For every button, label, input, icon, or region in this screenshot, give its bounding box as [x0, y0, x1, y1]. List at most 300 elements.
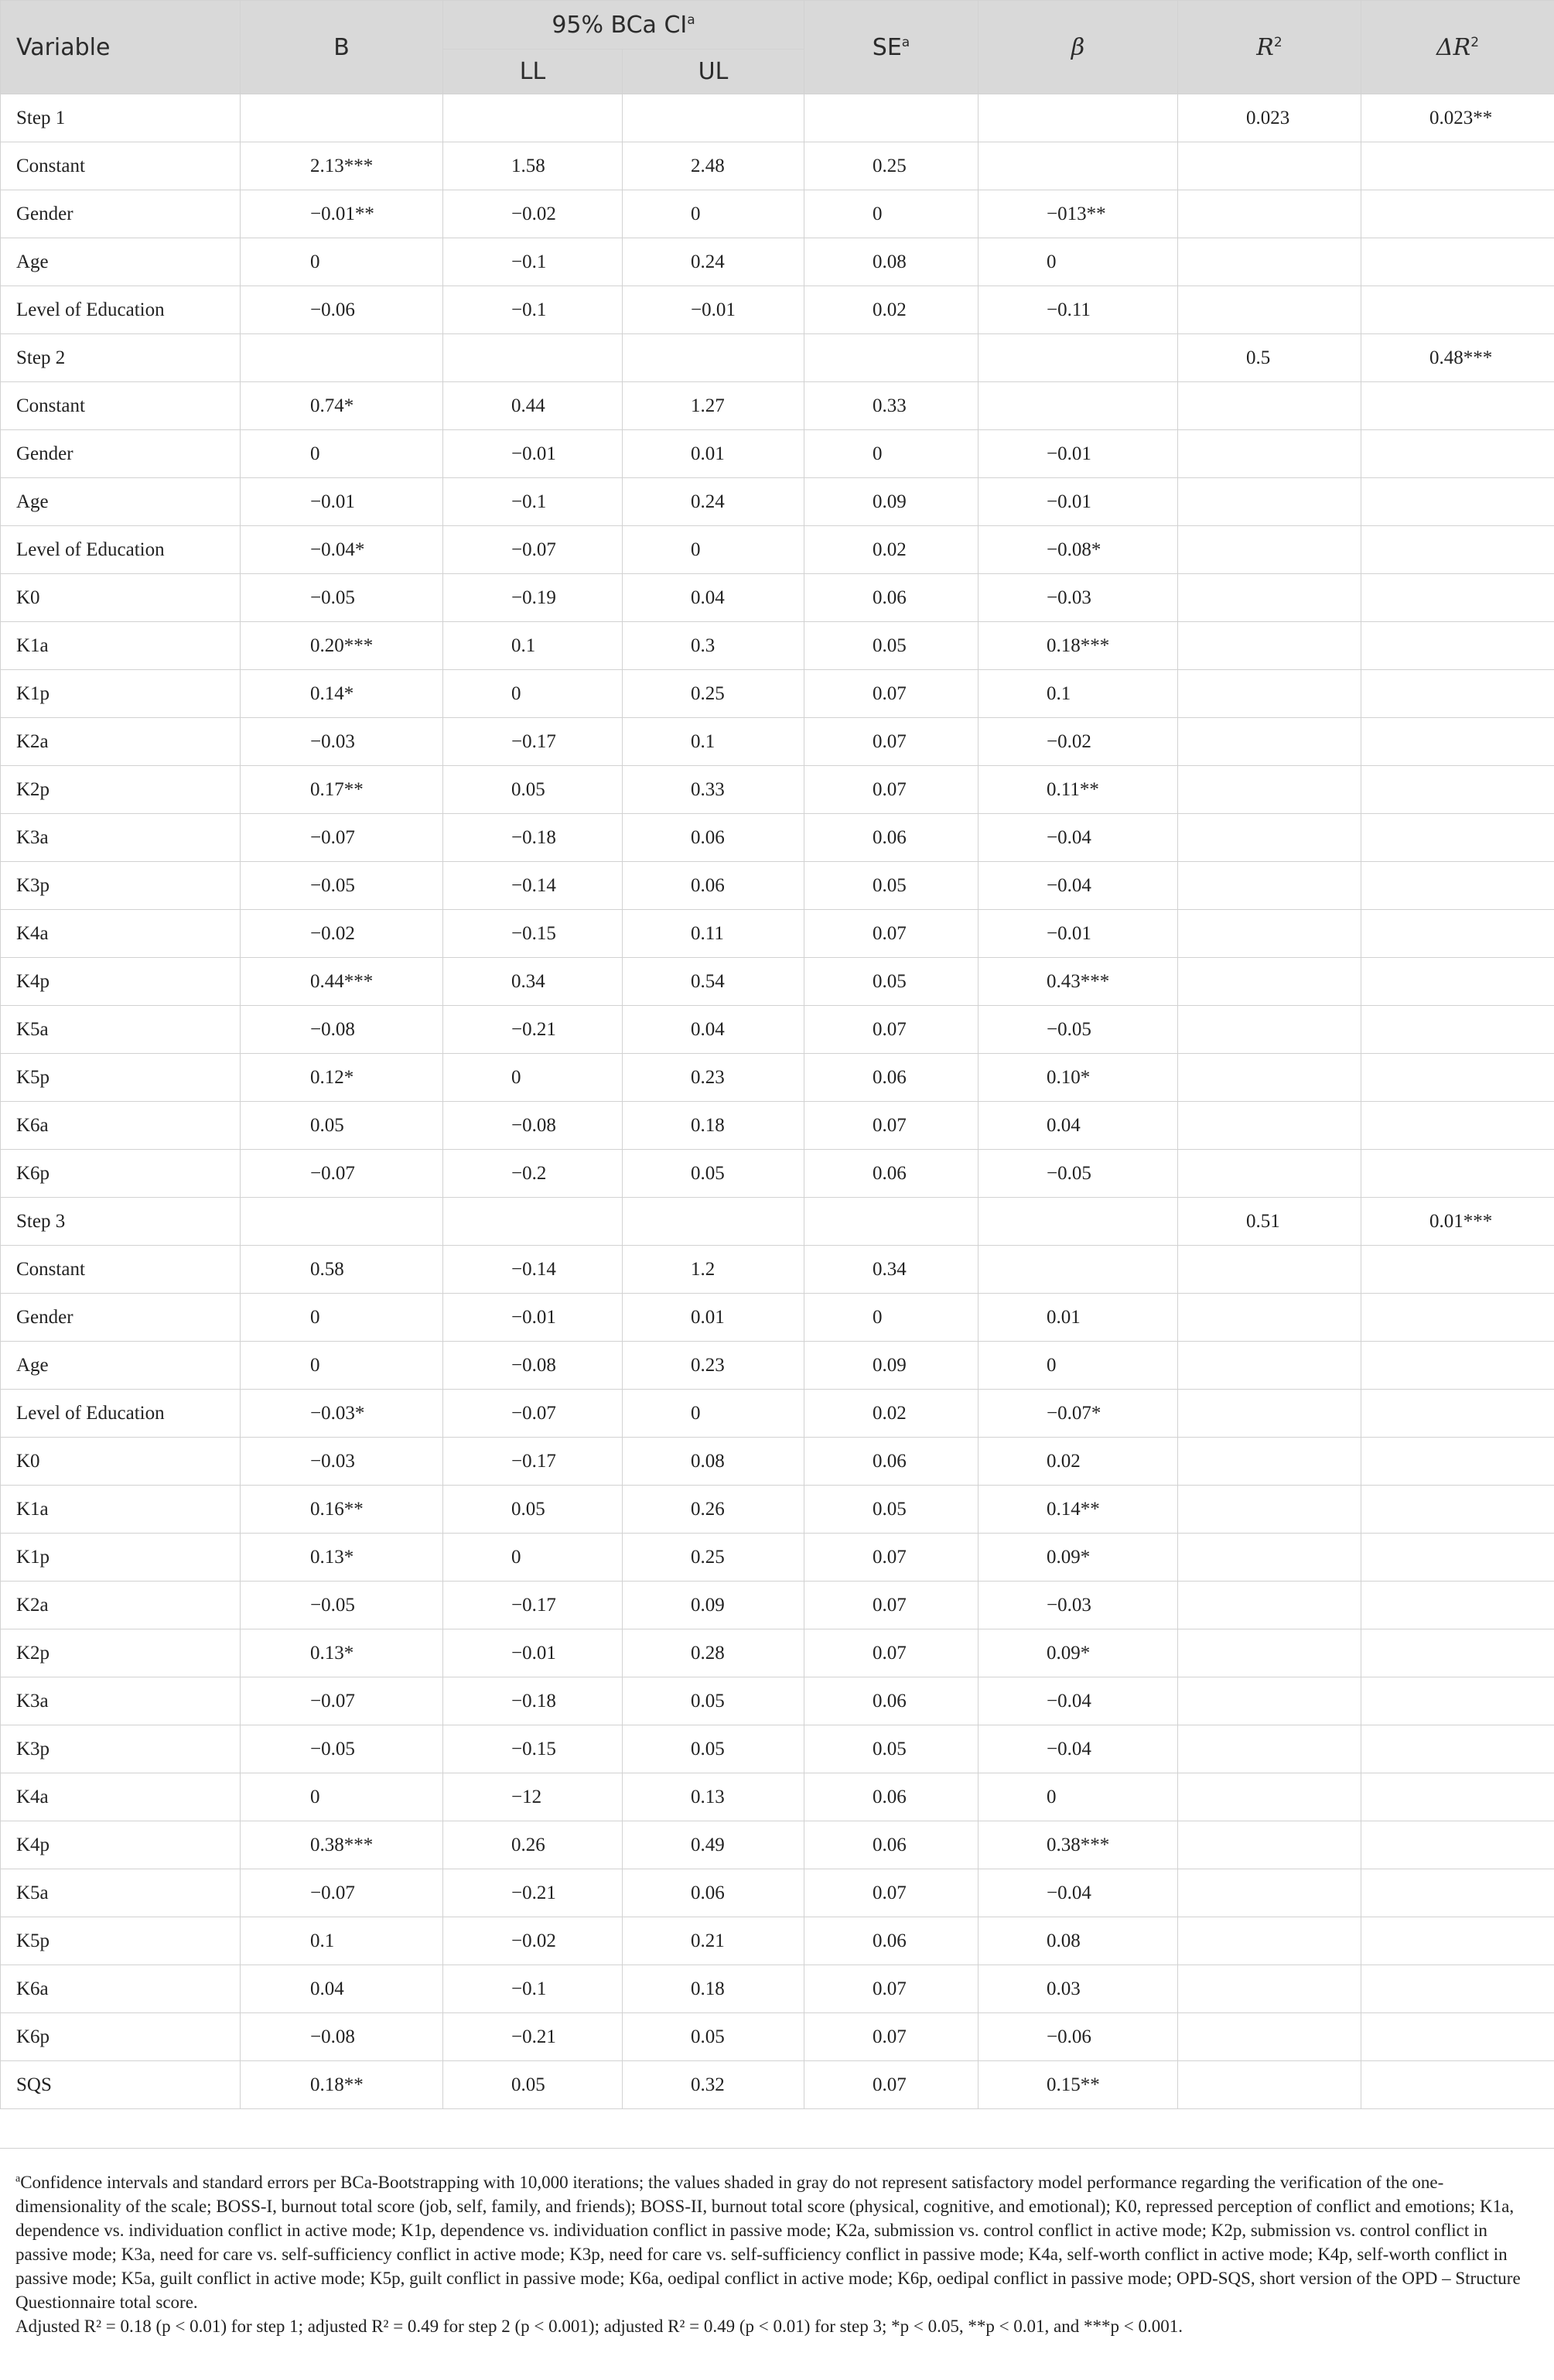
- cell-ll: −0.1: [443, 286, 623, 334]
- cell-variable: Age: [1, 238, 241, 286]
- cell-ul: [623, 94, 804, 142]
- cell-b: −0.03: [241, 1438, 443, 1486]
- cell-se: 0.07: [804, 1869, 979, 1917]
- cell-delta-r2: [1361, 1390, 1554, 1438]
- table-row: [1, 142, 1554, 190]
- cell-se: 0.07: [804, 2061, 979, 2109]
- cell-se: 0.25: [804, 142, 979, 190]
- table-row: [1, 1629, 1554, 1677]
- cell-ul: 0: [623, 1390, 804, 1438]
- cell-b: 0.58: [241, 1246, 443, 1294]
- cell-r2: [1178, 958, 1361, 1006]
- cell-beta: [979, 1198, 1178, 1246]
- cell-variable: Level of Education: [1, 286, 241, 334]
- cell-b: [241, 94, 443, 142]
- cell-r2: [1178, 2061, 1361, 2109]
- cell-delta-r2: [1361, 670, 1554, 718]
- table-row: [1, 334, 1554, 382]
- cell-b: −0.01: [241, 478, 443, 526]
- header-ul: [623, 50, 804, 94]
- cell-b: 0.05: [241, 1102, 443, 1150]
- table-row: [1, 910, 1554, 958]
- cell-r2: 0.023: [1178, 94, 1361, 142]
- table-row: [1, 1677, 1554, 1725]
- cell-ll: 0.1: [443, 622, 623, 670]
- cell-ll: 0.34: [443, 958, 623, 1006]
- header-b: [241, 1, 443, 94]
- cell-ll: −0.02: [443, 1917, 623, 1965]
- cell-se: 0.05: [804, 862, 979, 910]
- table-row: [1, 1198, 1554, 1246]
- cell-variable: Constant: [1, 1246, 241, 1294]
- cell-se: 0.02: [804, 526, 979, 574]
- cell-b: −0.05: [241, 574, 443, 622]
- cell-delta-r2: 0.023**: [1361, 94, 1554, 142]
- header-ll-label: LL: [519, 58, 546, 85]
- cell-ll: 0.44: [443, 382, 623, 430]
- cell-ul: 0.1: [623, 718, 804, 766]
- cell-variable: Gender: [1, 190, 241, 238]
- cell-variable: Age: [1, 1342, 241, 1390]
- cell-se: 0.07: [804, 1534, 979, 1582]
- cell-variable: K4a: [1, 910, 241, 958]
- table-row: [1, 862, 1554, 910]
- cell-delta-r2: [1361, 2061, 1554, 2109]
- cell-r2: [1178, 478, 1361, 526]
- cell-b: [241, 334, 443, 382]
- cell-ll: −0.01: [443, 1294, 623, 1342]
- cell-ul: 0.08: [623, 1438, 804, 1486]
- cell-b: 0.1: [241, 1917, 443, 1965]
- cell-delta-r2: [1361, 862, 1554, 910]
- cell-se: 0.07: [804, 670, 979, 718]
- cell-se: 0.05: [804, 1725, 979, 1773]
- cell-variable: Step 3: [1, 1198, 241, 1246]
- cell-r2: [1178, 1006, 1361, 1054]
- cell-beta: −0.04: [979, 1677, 1178, 1725]
- cell-se: 0.07: [804, 1006, 979, 1054]
- table-row: [1, 1342, 1554, 1390]
- cell-r2: [1178, 1438, 1361, 1486]
- cell-ul: 0.05: [623, 2013, 804, 2061]
- cell-ul: 1.27: [623, 382, 804, 430]
- cell-delta-r2: [1361, 142, 1554, 190]
- table-row: [1, 238, 1554, 286]
- cell-b: 0.74*: [241, 382, 443, 430]
- cell-variable: K0: [1, 1438, 241, 1486]
- cell-variable: K3a: [1, 1677, 241, 1725]
- cell-beta: 0.02: [979, 1438, 1178, 1486]
- header-ul-label: UL: [698, 58, 729, 85]
- cell-beta: −013**: [979, 190, 1178, 238]
- cell-delta-r2: [1361, 1725, 1554, 1773]
- cell-variable: K5a: [1, 1869, 241, 1917]
- cell-beta: −0.01: [979, 430, 1178, 478]
- cell-b: 0: [241, 1342, 443, 1390]
- header-beta: [979, 1, 1178, 94]
- cell-delta-r2: [1361, 1965, 1554, 2013]
- cell-beta: −0.11: [979, 286, 1178, 334]
- cell-b: 0.12*: [241, 1054, 443, 1102]
- cell-b: 0: [241, 1773, 443, 1821]
- cell-delta-r2: [1361, 1534, 1554, 1582]
- header-delta-r2-superscript: 2: [1470, 34, 1480, 50]
- cell-ul: 0.04: [623, 1006, 804, 1054]
- cell-r2: [1178, 1486, 1361, 1534]
- cell-b: −0.08: [241, 1006, 443, 1054]
- cell-ll: −0.08: [443, 1102, 623, 1150]
- cell-delta-r2: [1361, 1773, 1554, 1821]
- cell-ul: 0.33: [623, 766, 804, 814]
- table-row: [1, 1150, 1554, 1198]
- cell-ll: −0.18: [443, 814, 623, 862]
- cell-b: −0.03*: [241, 1390, 443, 1438]
- cell-se: 0: [804, 1294, 979, 1342]
- cell-se: 0.06: [804, 1773, 979, 1821]
- cell-ll: −0.19: [443, 574, 623, 622]
- cell-variable: K2p: [1, 1629, 241, 1677]
- table-row: [1, 574, 1554, 622]
- cell-se: 0.05: [804, 622, 979, 670]
- cell-se: 0.07: [804, 1582, 979, 1629]
- cell-ll: 0: [443, 1534, 623, 1582]
- cell-se: 0.06: [804, 1150, 979, 1198]
- cell-variable: K1p: [1, 670, 241, 718]
- cell-ul: 0.23: [623, 1054, 804, 1102]
- header-ll: [443, 50, 623, 94]
- cell-r2: [1178, 430, 1361, 478]
- cell-variable: K2a: [1, 1582, 241, 1629]
- cell-se: 0.06: [804, 574, 979, 622]
- cell-delta-r2: [1361, 622, 1554, 670]
- table-row: [1, 1582, 1554, 1629]
- cell-beta: −0.08*: [979, 526, 1178, 574]
- cell-b: −0.08: [241, 2013, 443, 2061]
- cell-delta-r2: [1361, 1054, 1554, 1102]
- cell-se: 0.06: [804, 1677, 979, 1725]
- cell-se: 0.06: [804, 1917, 979, 1965]
- table-row: [1, 1438, 1554, 1486]
- cell-delta-r2: [1361, 1006, 1554, 1054]
- cell-variable: K4p: [1, 1821, 241, 1869]
- cell-b: −0.05: [241, 1582, 443, 1629]
- cell-se: 0.02: [804, 286, 979, 334]
- cell-ul: 0.25: [623, 1534, 804, 1582]
- header-variable-label: Variable: [16, 33, 111, 61]
- cell-b: −0.05: [241, 862, 443, 910]
- cell-ll: −0.2: [443, 1150, 623, 1198]
- table-row: [1, 670, 1554, 718]
- cell-ul: 0.49: [623, 1821, 804, 1869]
- table-row: [1, 1006, 1554, 1054]
- cell-beta: 0.43***: [979, 958, 1178, 1006]
- table-row: [1, 2013, 1554, 2061]
- cell-r2: [1178, 1725, 1361, 1773]
- cell-ul: 0.13: [623, 1773, 804, 1821]
- cell-b: 0: [241, 430, 443, 478]
- cell-r2: [1178, 910, 1361, 958]
- footnote-abbreviations: [15, 2170, 1532, 2314]
- table-row: [1, 958, 1554, 1006]
- cell-r2: [1178, 526, 1361, 574]
- cell-ul: [623, 1198, 804, 1246]
- cell-variable: K3p: [1, 1725, 241, 1773]
- cell-b: 0.04: [241, 1965, 443, 2013]
- cell-delta-r2: [1361, 1677, 1554, 1725]
- cell-beta: −0.07*: [979, 1390, 1178, 1438]
- cell-ul: −0.01: [623, 286, 804, 334]
- cell-se: 0.06: [804, 1438, 979, 1486]
- cell-delta-r2: [1361, 1438, 1554, 1486]
- table-row: [1, 1773, 1554, 1821]
- cell-r2: [1178, 142, 1361, 190]
- cell-b: 0.20***: [241, 622, 443, 670]
- cell-ul: [623, 334, 804, 382]
- cell-r2: [1178, 1773, 1361, 1821]
- table-row: [1, 430, 1554, 478]
- cell-ll: −0.15: [443, 910, 623, 958]
- cell-ll: −0.18: [443, 1677, 623, 1725]
- cell-r2: [1178, 670, 1361, 718]
- cell-delta-r2: [1361, 718, 1554, 766]
- cell-beta: 0.01: [979, 1294, 1178, 1342]
- cell-b: −0.05: [241, 1725, 443, 1773]
- header-ci-label: 95% BCa CI: [552, 11, 688, 39]
- cell-ll: −0.14: [443, 1246, 623, 1294]
- table-row: [1, 622, 1554, 670]
- cell-beta: −0.04: [979, 1869, 1178, 1917]
- table-row: [1, 1102, 1554, 1150]
- cell-b: −0.04*: [241, 526, 443, 574]
- cell-variable: Constant: [1, 142, 241, 190]
- cell-r2: [1178, 1342, 1361, 1390]
- table-row: [1, 718, 1554, 766]
- cell-delta-r2: [1361, 1294, 1554, 1342]
- cell-ul: 0.28: [623, 1629, 804, 1677]
- cell-variable: K2a: [1, 718, 241, 766]
- footnote-mark: a: [15, 2173, 21, 2185]
- cell-variable: K2p: [1, 766, 241, 814]
- header-delta-r2: [1361, 1, 1554, 94]
- cell-beta: 0: [979, 238, 1178, 286]
- cell-ll: 0.05: [443, 766, 623, 814]
- cell-b: −0.07: [241, 1150, 443, 1198]
- cell-ll: −0.07: [443, 526, 623, 574]
- cell-beta: 0.11**: [979, 766, 1178, 814]
- cell-ul: 0.05: [623, 1150, 804, 1198]
- cell-ul: 0.21: [623, 1917, 804, 1965]
- cell-ll: 0.05: [443, 2061, 623, 2109]
- cell-b: [241, 1198, 443, 1246]
- cell-se: 0: [804, 430, 979, 478]
- cell-ul: 0.09: [623, 1582, 804, 1629]
- cell-delta-r2: [1361, 1917, 1554, 1965]
- cell-r2: [1178, 1677, 1361, 1725]
- cell-delta-r2: [1361, 814, 1554, 862]
- cell-ll: −0.01: [443, 1629, 623, 1677]
- table-row: [1, 1965, 1554, 2013]
- cell-ul: 0.26: [623, 1486, 804, 1534]
- cell-delta-r2: [1361, 478, 1554, 526]
- cell-delta-r2: [1361, 1246, 1554, 1294]
- cell-beta: −0.02: [979, 718, 1178, 766]
- cell-delta-r2: [1361, 1342, 1554, 1390]
- cell-delta-r2: [1361, 238, 1554, 286]
- cell-r2: [1178, 1917, 1361, 1965]
- cell-beta: 0.14**: [979, 1486, 1178, 1534]
- cell-ll: −0.08: [443, 1342, 623, 1390]
- table-header: [1, 1, 1554, 94]
- cell-ll: 0: [443, 1054, 623, 1102]
- cell-r2: [1178, 1054, 1361, 1102]
- cell-beta: 0.1: [979, 670, 1178, 718]
- cell-se: [804, 1198, 979, 1246]
- cell-r2: [1178, 238, 1361, 286]
- cell-variable: K6p: [1, 1150, 241, 1198]
- cell-se: 0.33: [804, 382, 979, 430]
- cell-beta: [979, 94, 1178, 142]
- cell-r2: [1178, 1965, 1361, 2013]
- table-row: [1, 286, 1554, 334]
- cell-ul: 0.24: [623, 238, 804, 286]
- header-r2-superscript: 2: [1273, 34, 1282, 50]
- header-r2-label: R: [1256, 33, 1274, 61]
- cell-se: [804, 334, 979, 382]
- header-row: [1, 1, 1554, 50]
- cell-beta: 0: [979, 1342, 1178, 1390]
- cell-variable: Gender: [1, 1294, 241, 1342]
- cell-ul: 0.32: [623, 2061, 804, 2109]
- table-row: [1, 1486, 1554, 1534]
- cell-b: 0.44***: [241, 958, 443, 1006]
- cell-ll: −0.21: [443, 1006, 623, 1054]
- cell-r2: [1178, 1294, 1361, 1342]
- cell-se: 0.09: [804, 1342, 979, 1390]
- cell-ll: −0.1: [443, 238, 623, 286]
- cell-ul: 0.06: [623, 862, 804, 910]
- cell-se: 0.06: [804, 814, 979, 862]
- cell-beta: 0: [979, 1773, 1178, 1821]
- cell-se: 0.05: [804, 1486, 979, 1534]
- footnote-adjusted-r2: Adjusted R² = 0.18 (p < 0.01) for step 1; adjusted R² = 0.49 for step 2 (p < 0.001); adjusted R² = 0.49 (p < 0.01) for step 3; *p < 0.05, **p < 0.01, and ***p < 0.001.: [15, 2317, 1183, 2336]
- cell-ul: 0.06: [623, 814, 804, 862]
- cell-b: −0.07: [241, 814, 443, 862]
- cell-beta: [979, 334, 1178, 382]
- cell-r2: [1178, 1150, 1361, 1198]
- cell-variable: K4p: [1, 958, 241, 1006]
- cell-ul: 0.05: [623, 1677, 804, 1725]
- cell-se: 0.07: [804, 910, 979, 958]
- cell-ul: 0.23: [623, 1342, 804, 1390]
- cell-variable: K6a: [1, 1965, 241, 2013]
- header-ci: [443, 1, 804, 50]
- cell-beta: −0.05: [979, 1150, 1178, 1198]
- cell-variable: SQS: [1, 2061, 241, 2109]
- cell-variable: K5a: [1, 1006, 241, 1054]
- cell-beta: 0.04: [979, 1102, 1178, 1150]
- header-se-footnote-mark: a: [901, 34, 910, 50]
- cell-variable: K0: [1, 574, 241, 622]
- cell-beta: −0.01: [979, 910, 1178, 958]
- cell-beta: −0.04: [979, 814, 1178, 862]
- header-b-label: B: [333, 33, 350, 61]
- cell-ul: 0.11: [623, 910, 804, 958]
- cell-r2: [1178, 382, 1361, 430]
- cell-ul: 1.2: [623, 1246, 804, 1294]
- cell-ll: 0.26: [443, 1821, 623, 1869]
- cell-variable: K3p: [1, 862, 241, 910]
- cell-b: 0.18**: [241, 2061, 443, 2109]
- cell-ll: −0.1: [443, 1965, 623, 2013]
- cell-beta: 0.38***: [979, 1821, 1178, 1869]
- cell-ll: −0.17: [443, 1438, 623, 1486]
- cell-delta-r2: [1361, 958, 1554, 1006]
- cell-r2: [1178, 622, 1361, 670]
- header-ci-footnote-mark: a: [687, 12, 695, 28]
- cell-r2: [1178, 1582, 1361, 1629]
- table-row: [1, 1821, 1554, 1869]
- cell-ul: 0.25: [623, 670, 804, 718]
- cell-delta-r2: 0.48***: [1361, 334, 1554, 382]
- table-footnotes: [0, 2148, 1554, 2338]
- cell-beta: [979, 1246, 1178, 1294]
- cell-beta: −0.03: [979, 1582, 1178, 1629]
- cell-delta-r2: [1361, 430, 1554, 478]
- cell-delta-r2: [1361, 1150, 1554, 1198]
- cell-b: 0.13*: [241, 1534, 443, 1582]
- cell-beta: −0.05: [979, 1006, 1178, 1054]
- cell-b: 0.14*: [241, 670, 443, 718]
- cell-r2: [1178, 1869, 1361, 1917]
- cell-b: 0.17**: [241, 766, 443, 814]
- header-delta-r2-label: ΔR: [1436, 33, 1471, 61]
- cell-variable: K1a: [1, 622, 241, 670]
- cell-variable: Age: [1, 478, 241, 526]
- cell-b: −0.02: [241, 910, 443, 958]
- cell-ll: −0.02: [443, 190, 623, 238]
- header-variable: [1, 1, 241, 94]
- cell-variable: Level of Education: [1, 526, 241, 574]
- cell-ll: [443, 1198, 623, 1246]
- cell-r2: [1178, 862, 1361, 910]
- cell-ll: −0.07: [443, 1390, 623, 1438]
- cell-beta: −0.04: [979, 862, 1178, 910]
- table-row: [1, 1054, 1554, 1102]
- cell-beta: [979, 382, 1178, 430]
- header-se-label: SE: [872, 33, 902, 61]
- header-se: [804, 1, 979, 94]
- cell-ul: 0: [623, 526, 804, 574]
- cell-b: 0.16**: [241, 1486, 443, 1534]
- cell-b: −0.01**: [241, 190, 443, 238]
- cell-r2: [1178, 766, 1361, 814]
- cell-delta-r2: [1361, 1629, 1554, 1677]
- cell-delta-r2: [1361, 526, 1554, 574]
- table-row: [1, 2061, 1554, 2109]
- table-row: [1, 1246, 1554, 1294]
- cell-ul: 0.05: [623, 1725, 804, 1773]
- cell-delta-r2: [1361, 574, 1554, 622]
- cell-ul: 2.48: [623, 142, 804, 190]
- cell-delta-r2: [1361, 286, 1554, 334]
- cell-delta-r2: [1361, 1486, 1554, 1534]
- cell-se: 0.08: [804, 238, 979, 286]
- cell-ul: 0.01: [623, 1294, 804, 1342]
- cell-delta-r2: 0.01***: [1361, 1198, 1554, 1246]
- cell-variable: K1p: [1, 1534, 241, 1582]
- cell-se: 0.06: [804, 1821, 979, 1869]
- cell-b: −0.03: [241, 718, 443, 766]
